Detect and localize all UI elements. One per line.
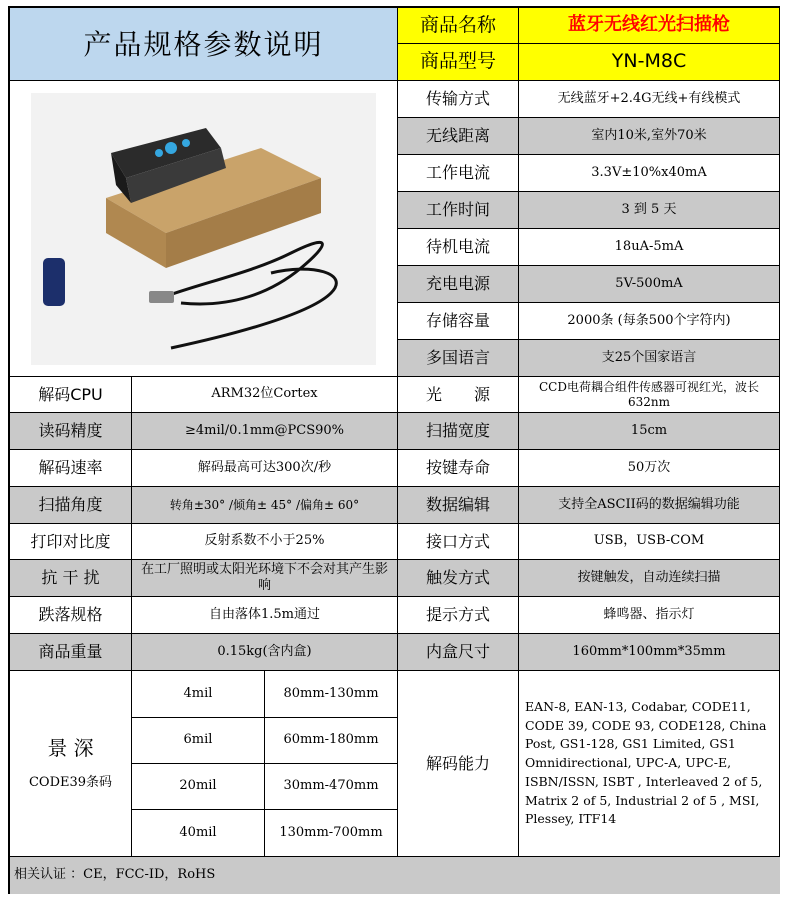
- spec-value-interference: 在工厂照明或太阳光环境下不会对其产生影响: [132, 560, 398, 597]
- spec-label-storage: 存储容量: [398, 303, 519, 340]
- spec-value-contrast: 反射系数不小于25%: [132, 524, 398, 560]
- spec-label-drop: 跌落规格: [10, 597, 132, 634]
- spec-value-work-time: 3 到 5 天: [519, 192, 780, 229]
- spec-value-standby: 18uA-5mA: [519, 229, 780, 266]
- spec-value-cpu: ARM32位Cortex: [132, 377, 398, 413]
- depth-mil-4: 40mil: [132, 810, 265, 857]
- spec-label-trigger: 触发方式: [398, 560, 519, 597]
- spec-label-standby: 待机电流: [398, 229, 519, 266]
- product-name-value: 蓝牙无线红光扫描枪: [519, 8, 780, 44]
- spec-value-scan-angle: 转角±30° /倾角± 45° /偏角± 60°: [132, 487, 398, 524]
- spec-label-interface: 接口方式: [398, 524, 519, 560]
- spec-value-light-source: CCD电荷耦合组件传感器可视红光，波长632nm: [519, 377, 780, 413]
- spec-value-box-size: 160mm*100mm*35mm: [519, 634, 780, 671]
- page-title: 产品规格参数说明: [10, 8, 398, 81]
- spec-value-key-life: 50万次: [519, 450, 780, 487]
- spec-value-storage: 2000条 (每条500个字符内): [519, 303, 780, 340]
- decode-value: EAN-8, EAN-13, Codabar, CODE11, CODE 39, CODE 93, CODE128, China Post, GS1-128, GS1 Limited, GS1 Omnidirectional, UPC-A, UPC-E, ISBN/ISSN, ISBT , Interleaved 2 of 5, Matrix 2 of 5, Industrial 2 of 5 , MSI, Plessey, ITF14: [519, 671, 780, 857]
- product-photo: [10, 81, 398, 377]
- product-photo-image: [31, 93, 376, 365]
- spec-value-prompt: 蜂鸣器、指示灯: [519, 597, 780, 634]
- spec-sheet: [8, 6, 780, 894]
- spec-value-charging: 5V-500mA: [519, 266, 780, 303]
- spec-value-current: 3.3V±10%x40mA: [519, 155, 780, 192]
- spec-value-weight: 0.15kg(含内盒): [132, 634, 398, 671]
- spec-value-languages: 支25个国家语言: [519, 340, 780, 377]
- spec-label-prompt: 提示方式: [398, 597, 519, 634]
- spec-label-precision: 读码精度: [10, 413, 132, 450]
- depth-label-cell: [10, 671, 132, 857]
- spec-label-charging: 充电电源: [398, 266, 519, 303]
- spec-label-languages: 多国语言: [398, 340, 519, 377]
- product-model-value: YN-M8C: [519, 44, 780, 81]
- spec-label-data-edit: 数据编辑: [398, 487, 519, 524]
- decode-label: 解码能力: [398, 671, 519, 857]
- spec-label-cpu: 解码CPU: [10, 377, 132, 413]
- spec-label-key-life: 按键寿命: [398, 450, 519, 487]
- spec-value-trigger: 按键触发，自动连续扫描: [519, 560, 780, 597]
- depth-mil-2: 6mil: [132, 718, 265, 764]
- spec-label-contrast: 打印对比度: [10, 524, 132, 560]
- spec-value-interface: USB，USB-COM: [519, 524, 780, 560]
- depth-mil-1: 4mil: [132, 671, 265, 718]
- spec-value-drop: 自由落体1.5m通过: [132, 597, 398, 634]
- depth-range-4: 130mm-700mm: [265, 810, 398, 857]
- spec-label-scan-width: 扫描宽度: [398, 413, 519, 450]
- spec-label-weight: 商品重量: [10, 634, 132, 671]
- depth-label: 景 深: [47, 735, 94, 760]
- spec-label-interference: 抗 干 扰: [10, 560, 132, 597]
- certification-footer: 相关认证 ：CE，FCC-ID，RoHS: [10, 857, 780, 894]
- product-model-label: 商品型号: [398, 44, 519, 81]
- depth-range-2: 60mm-180mm: [265, 718, 398, 764]
- spec-value-transmission: 无线蓝牙+2.4G无线+有线模式: [519, 81, 780, 118]
- spec-label-decode-rate: 解码速率: [10, 450, 132, 487]
- spec-label-light-source: 光 源: [398, 377, 519, 413]
- product-name-label: 商品名称: [398, 8, 519, 44]
- spec-label-box-size: 内盒尺寸: [398, 634, 519, 671]
- spec-value-scan-width: 15cm: [519, 413, 780, 450]
- depth-mil-3: 20mil: [132, 764, 265, 810]
- depth-sublabel: CODE39条码: [28, 774, 113, 790]
- spec-label-range: 无线距离: [398, 118, 519, 155]
- depth-range-3: 30mm-470mm: [265, 764, 398, 810]
- spec-label-transmission: 传输方式: [398, 81, 519, 118]
- spec-label-work-time: 工作时间: [398, 192, 519, 229]
- spec-value-range: 室内10米,室外70米: [519, 118, 780, 155]
- spec-label-scan-angle: 扫描角度: [10, 487, 132, 524]
- spec-value-data-edit: 支持全ASCII码的数据编辑功能: [519, 487, 780, 524]
- spec-label-current: 工作电流: [398, 155, 519, 192]
- spec-value-decode-rate: 解码最高可达300次/秒: [132, 450, 398, 487]
- spec-value-precision: ≥4mil/0.1mm@PCS90%: [132, 413, 398, 450]
- depth-range-1: 80mm-130mm: [265, 671, 398, 718]
